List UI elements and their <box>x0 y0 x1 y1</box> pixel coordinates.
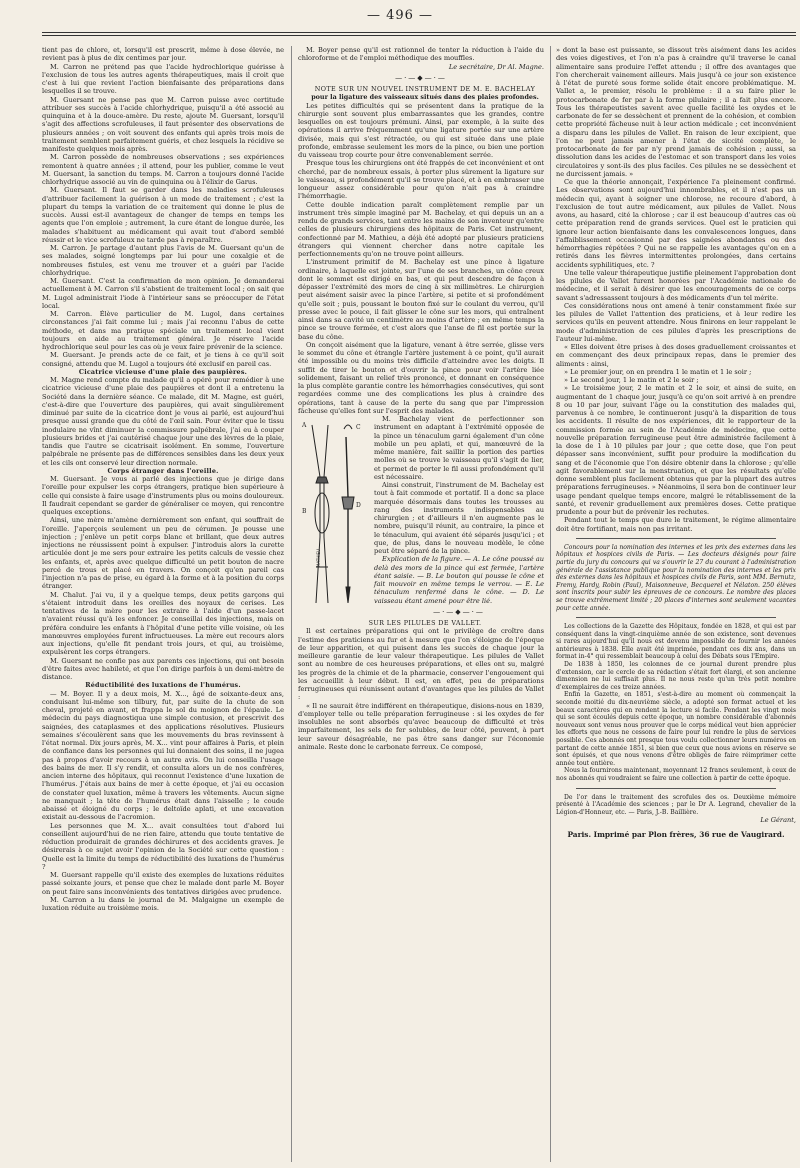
section-heading: Corps étranger dans l'oreille. <box>107 466 219 475</box>
secretary-signature: Le secrétaire, Dr Al. Magne. <box>448 62 544 71</box>
paragraph: Cette double indication paraît complètement remplie par un instrument très simple imaginé par M. Bachelay, et qui depuis un an a rendu de grands services, tant entre les mains de son inventeur qu'entre celles de plusieurs chirurgiens des hôpitaux de Paris. Cet instrument, confectionné par M. Mathieu, a déjà été adopté par plusieurs praticiens étrangers qui viennent chercher dans notre capitale les perfectionnements qu'on ne trouve point ailleurs. <box>298 200 544 258</box>
paragraph: M. Guersant. Je prends acte de ce fait, et je tiens à ce qu'il soit consigné, attendu que M. Lugol a toujours été exclusif en pareil cas. <box>42 351 284 368</box>
paragraph: M. Carron. Je partage d'autant plus l'avis de M. Guersant qu'un de ses malades, soigné longtemps par lui pour une coxalgie et de nombreuses fistules, est venu me trouver et a guéri par l'acide chlorhydrique. <box>42 244 284 277</box>
paragraph: Ainsi, une mère m'amène dernièrement son enfant, qui souffrait de l'oreille. J'aperçois seulement un peu de cérumen. Je pousse une injection ; j'enlève un petit corps blanc et brillant, que deux autres injections ne réussissent point à expulser. J'introduis alors la curette articulée dont je me sers pour extraire les petits calculs de vessie chez les enfants, et, après avec quelque difficulté un petit bouton de nacre percé de trous et placé en travers. On conçoit qu'en pareil cas l'injection n'a pas de prise, eu égard à la forme et à la position du corps étranger. <box>42 516 284 591</box>
paragraph: — M. Boyer. Il y a deux mois, M. X..., âgé de soixante-deux ans, conduisant lui-même son tilbury, fut, par suite de la chute de son cheval, projeté en avant, et frappa le sol du moignon de l'épaule. Le médecin du pays diagnostiqua une simple contusion, et prescrivit des saignées, des cataplasmes et des applications résolutives. Plusieurs semaines s'écoulèrent sans que les mouvements du bras revinssent à l'état normal. Dix jours après, M. X... vint pour affaires à Paris, et plein de confiance dans les personnes qui lui donnaient des soins, il ne jugea pas à propos d'avoir recours à un autre avis. On lui conseilla l'usage des bains de mer. Il s'y rendit, et consulta alors un de nos confrères, ancien interne des hôpitaux, qui reconnut l'existence d'une luxation de l'humérus. J'étais aux bains de mer à cette époque, et j'ai eu occasion de constater quel luxation, même à travers les vêtements. Aucun signe ne manquait ; la tête de l'humérus était dans l'aisselle ; le coude abaissé et éloigné du corps ; le deltoïde aplati, et une excavation existait au-dessous de l'acromion. <box>42 689 284 822</box>
printer-imprint: Paris. Imprimé par Plon frères, 36 rue de Vaugirard. <box>567 829 785 839</box>
paragraph: » Le second jour, 1 le matin et 2 le soir ; <box>564 376 699 384</box>
paragraph: M. Boyer pense qu'il est rationnel de tenter la réduction à l'aide du chloroforme et de l'emploi méthodique des mouffles. <box>298 46 544 63</box>
column-divider-1 <box>291 46 292 1162</box>
paragraph: On conçoit aisément que la ligature, venant à être serrée, glisse vers le sommet du cône et étrangle l'artère justement à ce point, qu'il aurait été impossible ou du moins très difficile d'atteindre avec les doigts. Il suffit de tirer le bouton et d'ouvrir la pince pour voir l'artère liée solidement, faisant un relief très prononcé, et donnant en conséquence la plus complète garantie contre les hémorrhagies consécutives, qui sont regardées comme une des complications les plus à craindre des opérations, tant à cause de la perte du sang que par l'impression fâcheuse qu'elles font sur l'esprit des malades. <box>298 340 544 415</box>
column-divider-2 <box>550 46 551 1162</box>
gerant-signature: Le Gérant, <box>760 816 796 825</box>
page-number: — 496 — <box>366 8 434 23</box>
column-3 <box>556 46 796 1164</box>
notice-concours: Concours pour la nomination des internes et les prix des externes dans les hôpitaux et hospices civils de Paris. — Les docteurs désignés pour faire partie du jury du concours qui va s'ouvrir le 27 du courant à l'administration générale de l'assistance publique pour la nomination des internes et les prix des externes dans les hôpitaux et hospices civils de Paris, sont MM. Bernutz, Fremy, Hardy, Robin (Paul), Maisonneuve, Becquerel et Nélaton. 250 élèves sont inscrits pour subir les épreuves de ce concours. Le nombre des places se trouve extrêmement limité ; 20 places d'internes sont seulement vacantes pour cette année. <box>556 543 796 612</box>
paragraph: Il est certaines préparations qui ont le privilège de croître dans l'estime des praticiens au fur et à mesure que l'on s'éloigne de l'époque de leur apparition, et qui puisent dans les succès de chaque jour la meilleure garantie de leur valeur thérapeutique. Les pilules de Vallet sont au nombre de ces heureuses préparations, et elles ont su, malgré les progrès de la chimie et de la pharmacie, conserver l'engouement qui les accueillit à leur début. Il est, en effet, peu de préparations ferrugineuses qui réunissent autant d'avantages que les pilules de Vallet : <box>298 627 544 702</box>
paragraph: Nous la fournirons maintenant, moyennant 12 francs seulement, à ceux de nos abonnés qui voudraient se faire une collection à partir de cette époque. <box>556 767 796 782</box>
figure-explanation: Explication de la figure. — A. Le cône poussé au delà des mors de la pince qui est fermée, l'artère étant saisie. — B. Le bouton qui pousse le cône et fait mouvoir en même temps le verrou. — E. Le ténaculum renfermé dans le cône. — D. Le vaisseau étant amené pour être lié. <box>374 555 544 605</box>
paragraph: M. Guersant rappelle qu'il existe des exemples de luxations réduites passé soixante jours, et pense que chez le malade dont parle M. Boyer on peut faire sans inconvénients des tentatives dirigées avec prudence. <box>42 871 284 896</box>
paragraph: Les personnes que M. X... avait consultées tout d'abord lui conseillent aujourd'hui de ne rien faire, attendu que toute tentative de réduction produirait de grandes déchirures et des accidents graves. Je désirerais à ce sujet avoir l'opinion de la Société sur cette question : Quelle est la limite du temps de réductibilité des luxations de l'humérus ? <box>42 821 284 871</box>
paragraph: Une telle valeur thérapeutique justifie pleinement l'approbation dont les pilules de Vallet furent honorées par l'Académie nationale de médecine, et il serait à désirer que les encouragements de ce corps savant s'adressassent toujours à des médicaments d'un tel mérite. <box>556 268 796 302</box>
article-subtitle: pour la ligature des vaisseaux situés dans des plaies profondes. <box>311 93 539 102</box>
instrument-figure <box>298 417 368 613</box>
section-heading: Réductibilité des luxations de l'humérus. <box>85 681 241 690</box>
paragraph: M. Guersant ne confie pas aux parents ces injections, qui ont besoin d'être faites avec habileté, et que l'on dirige parfois à un demi-mètre de distance. <box>42 656 284 681</box>
section-heading: Cicatrice vicieuse d'une plaie des paupières. <box>78 367 248 376</box>
maker-stamp: MATHIEU <box>316 549 321 567</box>
column-2 <box>298 46 544 1164</box>
divider <box>576 538 776 539</box>
paragraph: Pendant tout le temps que dure le traitement, le régime alimentaire doit être fortifiant, mais non pas irritant. <box>556 516 796 533</box>
figure-label-c: C <box>356 424 361 431</box>
figure-label-b: B <box>302 508 307 515</box>
divider <box>576 788 776 789</box>
paragraph: M. Carron. Élève particulier de M. Lugol, dans certaines circonstances j'ai fait comme lui ; mais j'ai reconnu l'abus de cette méthode, et dans ma pratique spéciale un traitement local vient toujours en aide au traitement général. Je réserve l'acide hydrochlorique seul pour les cas où je veux faire prévenir de la science. <box>42 310 284 351</box>
paragraph: Les petites difficultés qui se présentent dans la pratique de la chirurgie sont souvent plus embarrassantes que les grandes, contre lesquelles on est toujours prémuni. Ainsi, par exemple, à la suite des opérations il arrive fréquemment qu'une ligature portée sur une artère divisée, mais qui s'est rétractée, ou qui est située dans une plaie profonde, embrasse seulement les mors de la pince, ou bien une portion du vaisseau trop courte pour être convenablement serrée. <box>298 101 544 159</box>
paragraph: M. Guersant. Il faut se garder dans les maladies scrofuleuses d'attribuer facilement la guérison à un mode de traitement ; c'est la plupart du temps la variation de ce traitement qui donne le plus de succès. Aussi est-il avantageux de changer de temps en temps les agents que l'on emploie ; autrement, la cure étant de longue durée, les malades s'habituent au médicament qui avait tout d'abord semblé réussir et le vice scrofuleux ne tarde pas à reparaître. <box>42 186 284 244</box>
paragraph: M. Carron ne prétend pas que l'acide hydrochlorique guérisse à l'exclusion de tous les autres agents thérapeutiques, mais il croit que c'est à lui que revient l'action bienfaisante des préparations dans lesquelles il se trouve. <box>42 62 284 96</box>
paragraph: Enfin la Gazette, en 1851, s'est-à-dire au moment où commençait la seconde moitié du dix-neuvième siècle, a adopté son format actuel et les beaux caractères qui en rendent la lecture si facile. Pendant les vingt mois qui se sont écoulés depuis cette époque, un nombre considérable d'abonnés nouveaux sont venus nous prouver que le corps médical veut bien apprécier les efforts que nous ne cessons de faire pour lui rendre le plus de services possible. Ces abonnés ont presque tous voulu collectionner leurs numéros en partant de cette année 1851, si bien que ceux que nous avions en réserve se sont épuisés, et que nous venons d'être obligés de faire réimprimer cette année tout entière. <box>556 691 796 767</box>
paragraph: Ces considérations nous ont amené à tenir constamment fixée sur les pilules de Vallet l'attention des praticiens, et à leur redire les services qu'ils en peuvent attendre. Nous finirons en leur rappelant le mode d'administration de ces pilules d'après les prescriptions de l'auteur lui-même. <box>556 301 796 343</box>
paragraph: Les collections de la Gazette des Hôpitaux, fondée en 1828, et qui est par conséquent dans la vingt-cinquième année de son existence, sont devenues si rares aujourd'hui qu'il nous est devenu impossible de fournir les années antérieures à 1838. Elle avait été imprimée, pendant ces dix ans, dans un format in-4° qui ressemblait beaucoup à celui des Débats sous l'Empire. <box>556 623 796 661</box>
paragraph: Presque tous les chirurgiens ont été frappés de cet inconvénient et ont cherché, par de nombreux essais, à porter plus sûrement la ligature sur le vaisseau, si profondément qu'il se trouve placé, et à en embrasser une longueur assez considérable pour qu'on n'ait pas à craindre l'hémorrhagie. <box>298 159 544 201</box>
figure-label-a: A <box>302 422 307 429</box>
figure-label-d: D <box>356 502 361 509</box>
book-notice: De l'or dans le traitement des scrofules des os. Deuxième mémoire présenté à l'Académie des sciences ; par le Dr A. Legrand, chevalier de la Légion-d'Honneur, etc. — Paris, J.-B. Baillière. <box>556 793 796 816</box>
ornament-divider: —·—◆—·— <box>395 73 447 82</box>
paragraph: » dont la base est puissante, se dissout très aisément dans les acides des voies digestives, et l'on n'a pas à craindre qu'il traverse le canal alimentaire sans produire l'effet attendu ; il offre des avantages que l'on chercherait vainement ailleurs. Mais jusqu'à ce jour son existence à l'état de pureté sous forme solide était encore problématique. M. Vallet a, le premier, résolu le problème : il a su faire plier le protocarbonate de fer par à la forme pilulaire ; il a fait plus encore. Tous les thérapeutistes savent avec quelle facilité les oxydes et le carbonate de fer se dessèchent et prennent de la cohésion, et combien cette propriété fâcheuse nuit à leur action médicale ; cet inconvénient a disparu dans les pilules de Vallet. En raison de leur excipient, que l'on ne peut jamais amener à l'état de siccité complète, le protocarbonate de fer par n'y prend jamais de cohésion ; aussi, sa dissolution dans les acides de l'estomac et son transport dans les voies circulatoires y sont-ils des plus faciles. Ces pilules ne se dessèchent et ne durcissent jamais. » <box>556 46 796 178</box>
paragraph: M. Guersant ne pense pas que M. Carron puisse avec certitude attribuer ses succès à l'acide chlorhydrique, puisqu'il a été associé au quinquina et à la douce-amère. Du reste, ajoute M. Guersant, lorsqu'il s'agit des affections scrofuleuses, il faut présenter des observations de plusieurs années ; on voit souvent des enfants qui après trois mois de traitement semblent parfaitement guéris, et chez lesquels la récidive se manifeste quelques mois après. <box>42 95 284 153</box>
paragraph: M. Guersant. C'est la confirmation de mon opinion. Je demanderai actuellement à M. Carron s'il s'abstient de traitement local ; on sait que M. Lugol administrait l'iode à l'intérieur sans se préoccuper de l'état local. <box>42 277 284 310</box>
paragraph: « Il ne saurait être indifférent en thérapeutique, disions-nous en 1839, d'employer telle ou telle préparation ferrugineuse : si les oxydes de fer insolubles ne sont absorbés qu'avec beaucoup de difficulté et très imparfaitement, les sels de fer solubles, de leur côté, peuvent, à part leur saveur désagréable, ne pas être sans danger sur l'économie animale. Reste donc le carbonate ferreux. Ce composé, <box>298 701 544 751</box>
top-rule <box>42 32 796 33</box>
paragraph: tient pas de chlore, et, lorsqu'il est prescrit, même à dose élevée, ne revient pas à plus de dix centimes par jour. <box>42 46 284 63</box>
paragraph: Ainsi construit, l'instrument de M. Bachelay est tout à fait commode et portatif. Il a donc sa place marquée désormais dans toutes les trousses au rang des instruments indispensables au chirurgien ; et d'ailleurs il n'en augmente pas le nombre, puisqu'il réunit, au contraire, la pince et le ténaculum, qui avaient été séparés jusqu'ici ; et que, de plus, dans le nouveau modèle, le cône peut être séparé de la pince. <box>374 481 544 555</box>
paragraph: M. Carron a lu dans le journal de M. Malgaigne un exemple de luxation réduite au troisième mois. <box>42 895 284 912</box>
forceps-illustration <box>298 417 368 613</box>
paragraph: M. Guersant. Je vous ai parlé des injections que je dirige dans l'oreille pour expulser les corps étrangers, pratique bien supérieure à celle qui consiste à faire usage d'instruments plus ou moins douloureux. Il faudrait cependant se garder de généraliser ce moyen, qui rencontre quelques exceptions. <box>42 475 284 516</box>
column-1 <box>42 46 284 1164</box>
paragraph: M. Bachelay vient de perfectionner son instrument en adaptant à l'extrémité opposée de la pince un ténaculum garni également d'un cône mobile un peu aplati, et qui, manœuvré de la même manière, fait saillir la portion des parties molles où se trouve le vaisseau qu'il s'agit de lier, et permet de porter le fil aussi profondément qu'il est nécessaire. <box>374 415 544 481</box>
paragraph: « Elles doivent être prises à des doses graduellement croissantes et en commençant des deux principaux repas, dans le premier des aliments : ainsi, <box>556 343 796 368</box>
paragraph: M. Carron possède de nombreuses observations ; ses expériences remontent à quatre années ; il attend, pour les publier, comme le veut M. Guersant, la sanction du temps. M. Carron a toujours donné l'acide chlorhydrique associé au vin de quinquina ou à l'élixir de Garus. <box>42 153 284 186</box>
paragraph: L'instrument primitif de M. Bachelay est une pince à ligature ordinaire, à laquelle est jointe, sur l'une de ses branches, un cône creux dont le sommet est dirigé en bas, et qui peut descendre de façon à dépasser l'extrémité des mors de cinq à six millimètres. Le chirurgien peut aisément saisir avec la pince l'artère, si petite et si profondément qu'elle soit ; puis, poussant le bouton fixé sur le coulant du verrou, qu'il presse avec le pouce, il fait glisser le cône sur les mors, qui entraînent ainsi dans sa cavité un centimètre au moins d'artère ; en même temps la pince se trouve fermée, et c'est alors que l'anse de fil est portée sur la base du cône. <box>298 258 544 341</box>
divider <box>576 617 776 618</box>
paragraph: » Le troisième jour, 2 le matin et 2 le soir, et ainsi de suite, en augmentant de 1 chaque jour, jusqu'à ce qu'on soit arrivé à en prendre 8 ou 10 par jour, suivant l'âge ou la constitution des malades qui, parvenus à ce nombre, le continueront jusqu'à la disparition de tous les accidents. Il résulte de nos expériences, dit le rapporteur de la commission formée au sein de l'Académie de médecine, que cette nouvelle préparation ferrugineuse peut être administrée facilement à la dose de 1 à 10 pilules par jour ; que cette dose, que l'on peut dépasser sans inconvénient, suffit pour produire la modification du sang et de l'économie que l'on désire obtenir dans la chlorose ; qu'elle agit favorablement sur la menstruation, et que les résultats qu'elle donne semblent plus facilement obtenus que par la plupart des autres préparations ferrugineuses. » Néanmoins, il sera bon de continuer leur usage pendant quelque temps encore, malgré le rétablissement de la santé, et revenir graduellement aux premières doses. Cette pratique prudente a pour but de prévenir les rechutes. <box>556 384 796 516</box>
article-title: SUR LES PILULES DE VALLET. <box>368 619 482 627</box>
paragraph: De 1838 à 1850, les colonnes de ce journal durent prendre plus d'extension, car le cercle de sa rédaction s'était fort élargi, et son ancienne dimension ne lui suffisait plus. Il ne nous reste qu'un très petit nombre d'exemplaires de ces treize années. <box>556 661 796 691</box>
article-title: NOTE SUR UN NOUVEL INSTRUMENT DE M. E. BACHELAY <box>314 85 536 93</box>
top-rule-2 <box>42 35 796 36</box>
ornament-divider: —·—◆—·— <box>433 607 485 616</box>
paragraph: M. Chalut. J'ai vu, il y a quelque temps, deux petits garçons qui s'étaient introduit dans les oreilles des noyaux de cerises. Les tentatives de la mère pour les extraire à l'aide d'un passe-lacet n'avaient réussi qu'à les enfoncer. Je conseillai des injections, mais on préféra conduire les enfants à l'hôpital d'une petite ville voisine, où les manœuvres employées furent infructueuses. La mère eut recours alors aux injections, qu'elle fit pendant trois jours, et qui, au troisième, expulsèrent les corps étrangers. <box>42 590 284 657</box>
paragraph: M. Magne rend compte du malade qu'il a opéré pour remédier à une cicatrice vicieuse d'une plaie des paupières et dont il a entretenu la Société dans la dernière séance. Ce malade, dit M. Magne, est guéri, c'est-à-dire que l'ouverture des paupières, qui avait singulièrement diminué par suite de la cicatrice dont je vous ai parlé, est aujourd'hui presque aussi grande que du côté de l'œil sain. Pour éviter que le tissu inodulaire ne vînt diminuer la commissure palpébrale, j'ai eu à couper plusieurs brides et j'ai cautérisé chaque jour une des lèvres de la plaie, tandis que l'autre se cicatrisait isolément. En somme, l'ouverture palpébrale ne présente pas de différences sensibles dans les deux yeux et les cils ont conservé leur direction normale. <box>42 376 284 467</box>
paragraph: Ce que la théorie annonçait, l'expérience l'a pleinement confirmé. Les observations sont aujourd'hui innombrables, et il n'est pas un médecin qui, ayant à soigner une chlorose, ne recoure d'abord, à l'exclusion de tout autre médicament, aux pilules de Vallet. Nous avons, au hasard, cité la chlorose ; car il est beaucoup d'autres cas où cette préparation rend de grands services. Quel est le praticien qui ignore leur action bienfaisante dans les convalescences longues, dans l'affaiblissement occasionné par des saignées abondantes ou des hémorrhagies répétées ? Qui ne se rappelle les avantages qu'on en a retirés dans les fièvres intermittentes prolongées, dans certains accidents syphilitiques, etc. ? <box>556 178 796 269</box>
paragraph: » Le premier jour, on en prendra 1 le matin et 1 le soir ; <box>564 367 752 376</box>
